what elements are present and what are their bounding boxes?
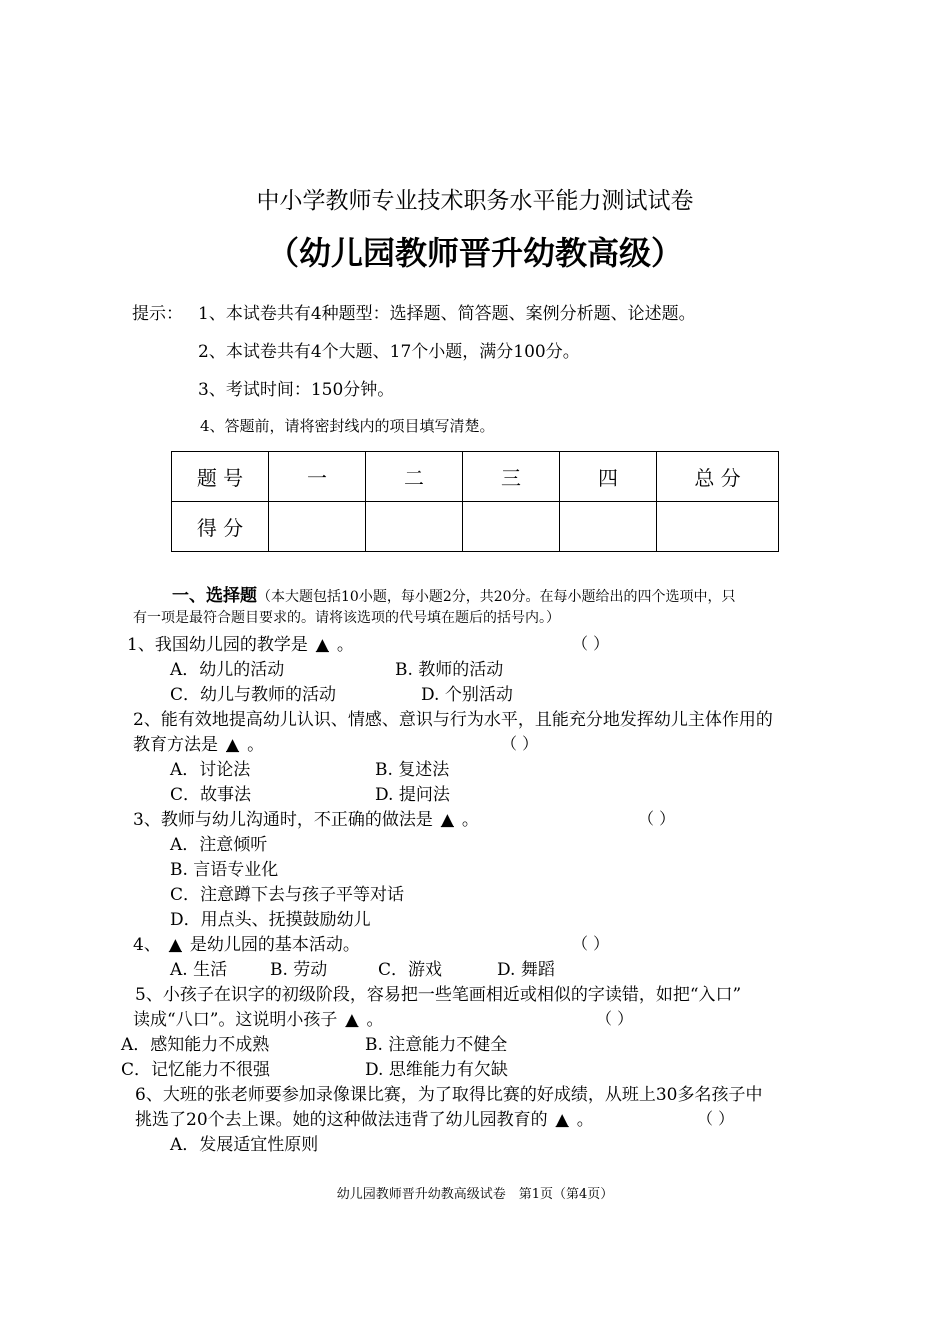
answer-blank: ▲ [226, 735, 240, 755]
exam-title: 中小学教师专业技术职务水平能力测试试卷 [256, 188, 694, 214]
option-a: A．发展适宜性原则 [170, 1135, 319, 1155]
question-4-stem [133, 930, 360, 955]
score-header-cell: 三 [463, 452, 560, 502]
answer-blank: ▲ [345, 1010, 359, 1030]
score-header-cell: 一 [269, 452, 366, 502]
question-number: 4、 [133, 935, 161, 955]
option-d: D. 舞蹈 [497, 960, 555, 980]
question-6-line1: 6、大班的张老师要参加录像课比赛，为了取得比赛的好成绩，从班上30多名孩子中 [135, 1085, 763, 1105]
page-footer: 幼儿园教师晋升幼教高级试卷 第1页（第4页） [336, 1187, 614, 1202]
question-text: 1、我国幼儿园的教学是 [127, 635, 308, 655]
option-c: C．注意蹲下去与孩子平等对话 [170, 885, 405, 905]
score-header-cell: 二 [366, 452, 463, 502]
question-text: 3、教师与幼儿沟通时，不正确的做法是 [133, 810, 433, 830]
question-5-line1: 5、小孩子在识字的初级阶段，容易把一些笔画相近或相似的字读错，如把“入口” [135, 985, 742, 1005]
option-b: B. 教师的活动 [395, 660, 504, 680]
answer-parentheses[interactable]: （ ） [572, 634, 610, 653]
question-end: 。 [576, 1110, 594, 1130]
question-1-stem [127, 630, 354, 655]
question-end: 。 [336, 635, 354, 655]
question-6-line2 [135, 1105, 594, 1130]
score-table [171, 451, 779, 552]
question-2-line1: 2、能有效地提高幼儿认识、情感、意识与行为水平，且能充分地发挥幼儿主体作用的 [133, 710, 773, 730]
question-end: 。 [247, 735, 265, 755]
question-text: 挑选了20个去上课。她的这种做法违背了幼儿园教育的 [135, 1110, 548, 1130]
answer-blank: ▲ [555, 1110, 569, 1130]
answer-parentheses[interactable]: （ ） [501, 734, 539, 753]
score-cell[interactable] [657, 502, 779, 552]
hint-item-1: 1、本试卷共有4种题型：选择题、简答题、案例分析题、论述题。 [198, 304, 696, 324]
option-a: A．感知能力不成熟 [121, 1035, 270, 1055]
option-c: C．幼儿与教师的活动 [170, 685, 337, 705]
option-a: A．讨论法 [170, 760, 251, 780]
answer-blank: ▲ [440, 810, 454, 830]
score-row-label: 得 分 [172, 502, 269, 552]
score-header-cell: 总 分 [657, 452, 779, 502]
answer-parentheses[interactable]: （ ） [638, 809, 676, 828]
question-text: 教育方法是 [133, 735, 218, 755]
question-end: 。 [366, 1010, 384, 1030]
section-heading [172, 581, 736, 606]
score-cell[interactable] [560, 502, 657, 552]
answer-blank: ▲ [315, 635, 329, 655]
option-d: D. 提问法 [375, 785, 450, 805]
hint-item-4: 4、答题前，请将密封线内的项目填写清楚。 [200, 417, 495, 435]
answer-blank: ▲ [168, 935, 182, 955]
question-5-line2 [133, 1005, 383, 1030]
option-a: A. 生活 [170, 960, 228, 980]
score-table-score-row [172, 502, 779, 552]
question-end: 。 [461, 810, 479, 830]
question-text: 是幼儿园的基本活动。 [189, 935, 360, 955]
question-3-stem [133, 805, 479, 830]
score-cell[interactable] [269, 502, 366, 552]
option-c: C．游戏 [378, 960, 443, 980]
score-table-header-row [172, 452, 779, 502]
score-cell[interactable] [366, 502, 463, 552]
answer-parentheses[interactable]: （ ） [596, 1009, 634, 1028]
option-d: D. 个别活动 [421, 685, 513, 705]
option-a: A．幼儿的活动 [170, 660, 285, 680]
option-a: A．注意倾听 [170, 835, 268, 855]
option-b: B. 言语专业化 [170, 860, 279, 880]
hint-label: 提示： [132, 304, 183, 324]
section-note-line2: 有一项是最符合题目要求的。请将该选项的代号填在题后的括号内。） [133, 610, 560, 626]
hint-item-2: 2、本试卷共有4个大题、17个小题，满分100分。 [198, 342, 580, 362]
question-text: 读成“八口”。这说明小孩子 [133, 1010, 338, 1030]
option-c: C．故事法 [170, 785, 252, 805]
section-note-line1: （本大题包括10小题，每小题2分，共20分。在每小题给出的四个选项中，只 [257, 589, 736, 605]
option-b: B. 劳动 [270, 960, 328, 980]
option-c: C．记忆能力不很强 [121, 1060, 271, 1080]
score-header-cell: 题 号 [172, 452, 269, 502]
answer-parentheses[interactable]: （ ） [572, 934, 610, 953]
answer-parentheses[interactable]: （ ） [697, 1109, 735, 1128]
section-title: 一、选择题 [172, 586, 257, 606]
score-cell[interactable] [463, 502, 560, 552]
exam-subtitle: （幼儿园教师晋升幼教高级） [266, 234, 683, 272]
option-d: D. 思维能力有欠缺 [365, 1060, 508, 1080]
option-b: B. 复述法 [375, 760, 450, 780]
hint-item-3: 3、考试时间：150分钟。 [198, 380, 395, 400]
option-d: D．用点头、抚摸鼓励幼儿 [170, 910, 371, 930]
question-2-line2 [133, 730, 264, 755]
score-header-cell: 四 [560, 452, 657, 502]
option-b: B. 注意能力不健全 [365, 1035, 508, 1055]
